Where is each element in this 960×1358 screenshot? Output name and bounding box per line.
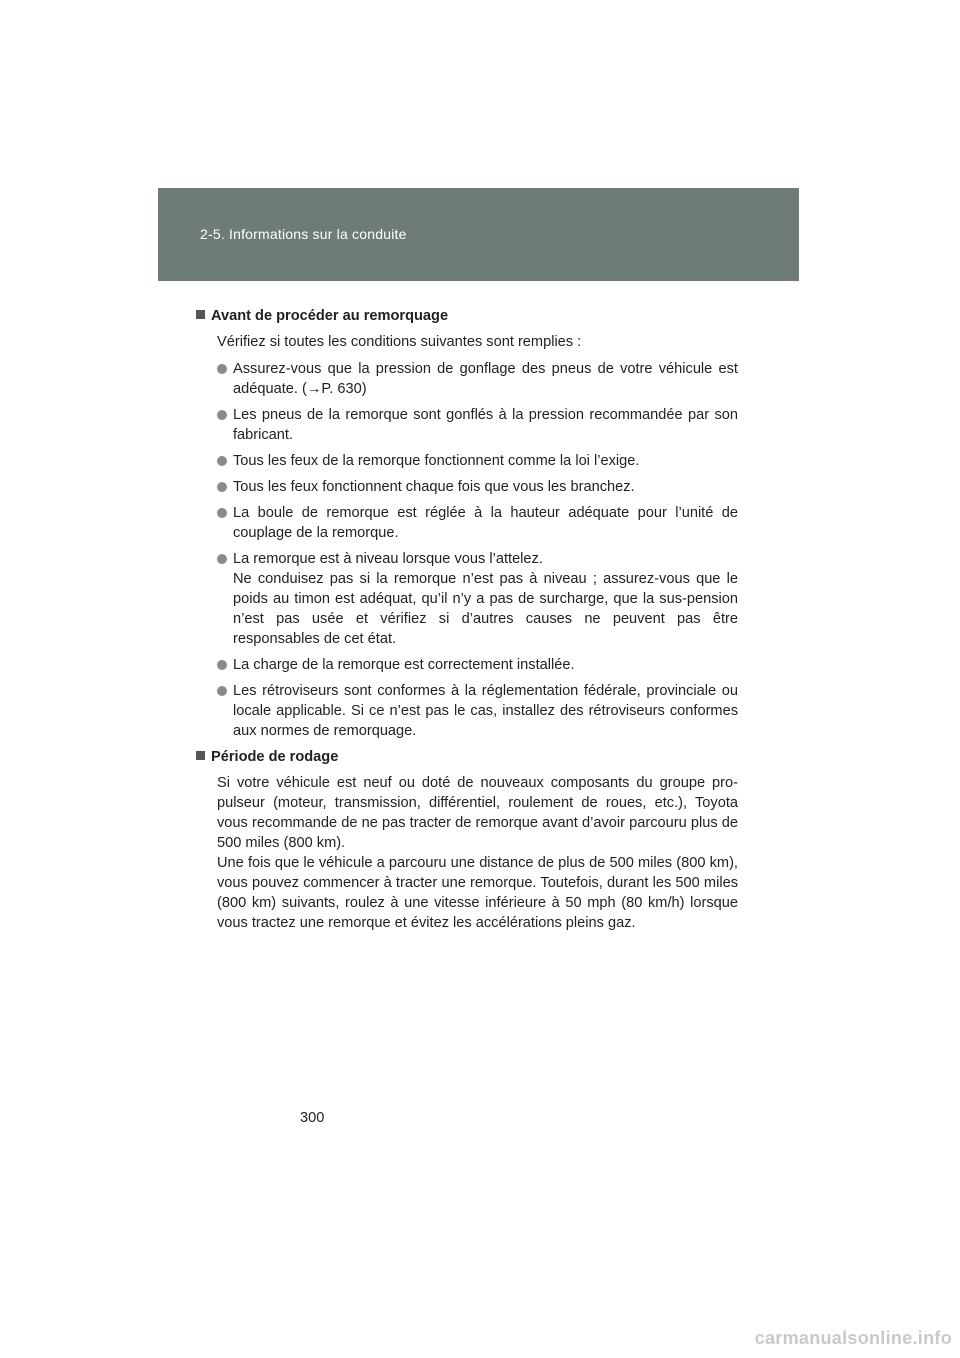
list-item [217,681,738,741]
circle-bullet-icon [217,508,227,518]
list-item [217,477,738,497]
list-item [217,451,738,471]
page-content [196,306,738,933]
list-item [217,405,738,445]
list-item [217,503,738,543]
square-bullet-icon [196,310,205,319]
list-item-text: Les rétroviseurs sont conformes à la réglementation fédérale, provinciale ou locale applicable. Si ce n’est pas le cas, installez des rétroviseurs conformes aux normes de remorquage. [233,683,738,739]
section-title: Avant de procéder au remorquage [211,308,449,324]
section-header-bar [158,188,799,281]
list-item-text: Tous les feux fonctionnent chaque fois que vous les branchez. [233,479,635,495]
circle-bullet-icon [217,554,227,564]
page-number: 300 [300,1110,325,1126]
paragraph: Une fois que le véhicule a parcouru une distance de plus de 500 miles (800 km), vous pouvez commencer à tracter une remorque. Toutefois, durant les 500 miles (800 km) suivants, roulez à une vitesse inférieure à 50 mph (80 km/h) lorsque vous tractez une remorque et évitez les accélérations pleins gaz. [217,855,738,931]
circle-bullet-icon [217,456,227,466]
watermark: carmanualsonline.info [754,1328,952,1348]
list-item [217,359,738,399]
list-item [217,549,738,649]
list-item [217,655,738,675]
circle-bullet-icon [217,686,227,696]
square-bullet-icon [196,751,205,760]
list-item-text-group [233,549,738,649]
section-heading-towing [196,306,738,326]
list-item-text: La boule de remorque est réglée à la hauteur adéquate pour l’unité de couplage de la remorque. [233,505,738,541]
list-item-text: La remorque est à niveau lorsque vous l’attelez. [233,551,543,567]
section-title: Période de rodage [211,749,339,765]
checklist [196,359,738,741]
chapter-title: 2-5. Informations sur la conduite [200,226,407,242]
list-item-detail: Ne conduisez pas si la remorque n’est pas à niveau ; assurez-vous que le poids au timon est adéquat, qu’il n’y a pas de surcharge, que la sus-pension n’est pas usée et vérifiez si d’autres causes ne peuvent pas être responsables de cet état. [233,571,738,647]
list-item-text: Tous les feux de la remorque fonctionnent comme la loi l’exige. [233,453,640,469]
circle-bullet-icon [217,410,227,420]
circle-bullet-icon [217,482,227,492]
section-heading-break-in [196,747,738,767]
list-item-text: Assurez-vous que la pression de gonflage des pneus de votre véhicule est adéquate. (→P. 630) [233,361,738,397]
circle-bullet-icon [217,364,227,374]
section-intro: Vérifiez si toutes les conditions suivantes sont remplies : [217,334,582,350]
section-body [196,773,738,933]
list-item-text: Les pneus de la remorque sont gonflés à la pression recommandée par son fabricant. [233,407,738,443]
paragraph: Si votre véhicule est neuf ou doté de nouveaux composants du groupe pro-pulseur (moteur, transmission, différentiel, roulement de roues, etc.), Toyota vous recommande de ne pas tracter de remorque avant d’avoir parcouru plus de 500 miles (800 km). [217,775,738,851]
circle-bullet-icon [217,660,227,670]
list-item-text: La charge de la remorque est correctement installée. [233,657,575,673]
